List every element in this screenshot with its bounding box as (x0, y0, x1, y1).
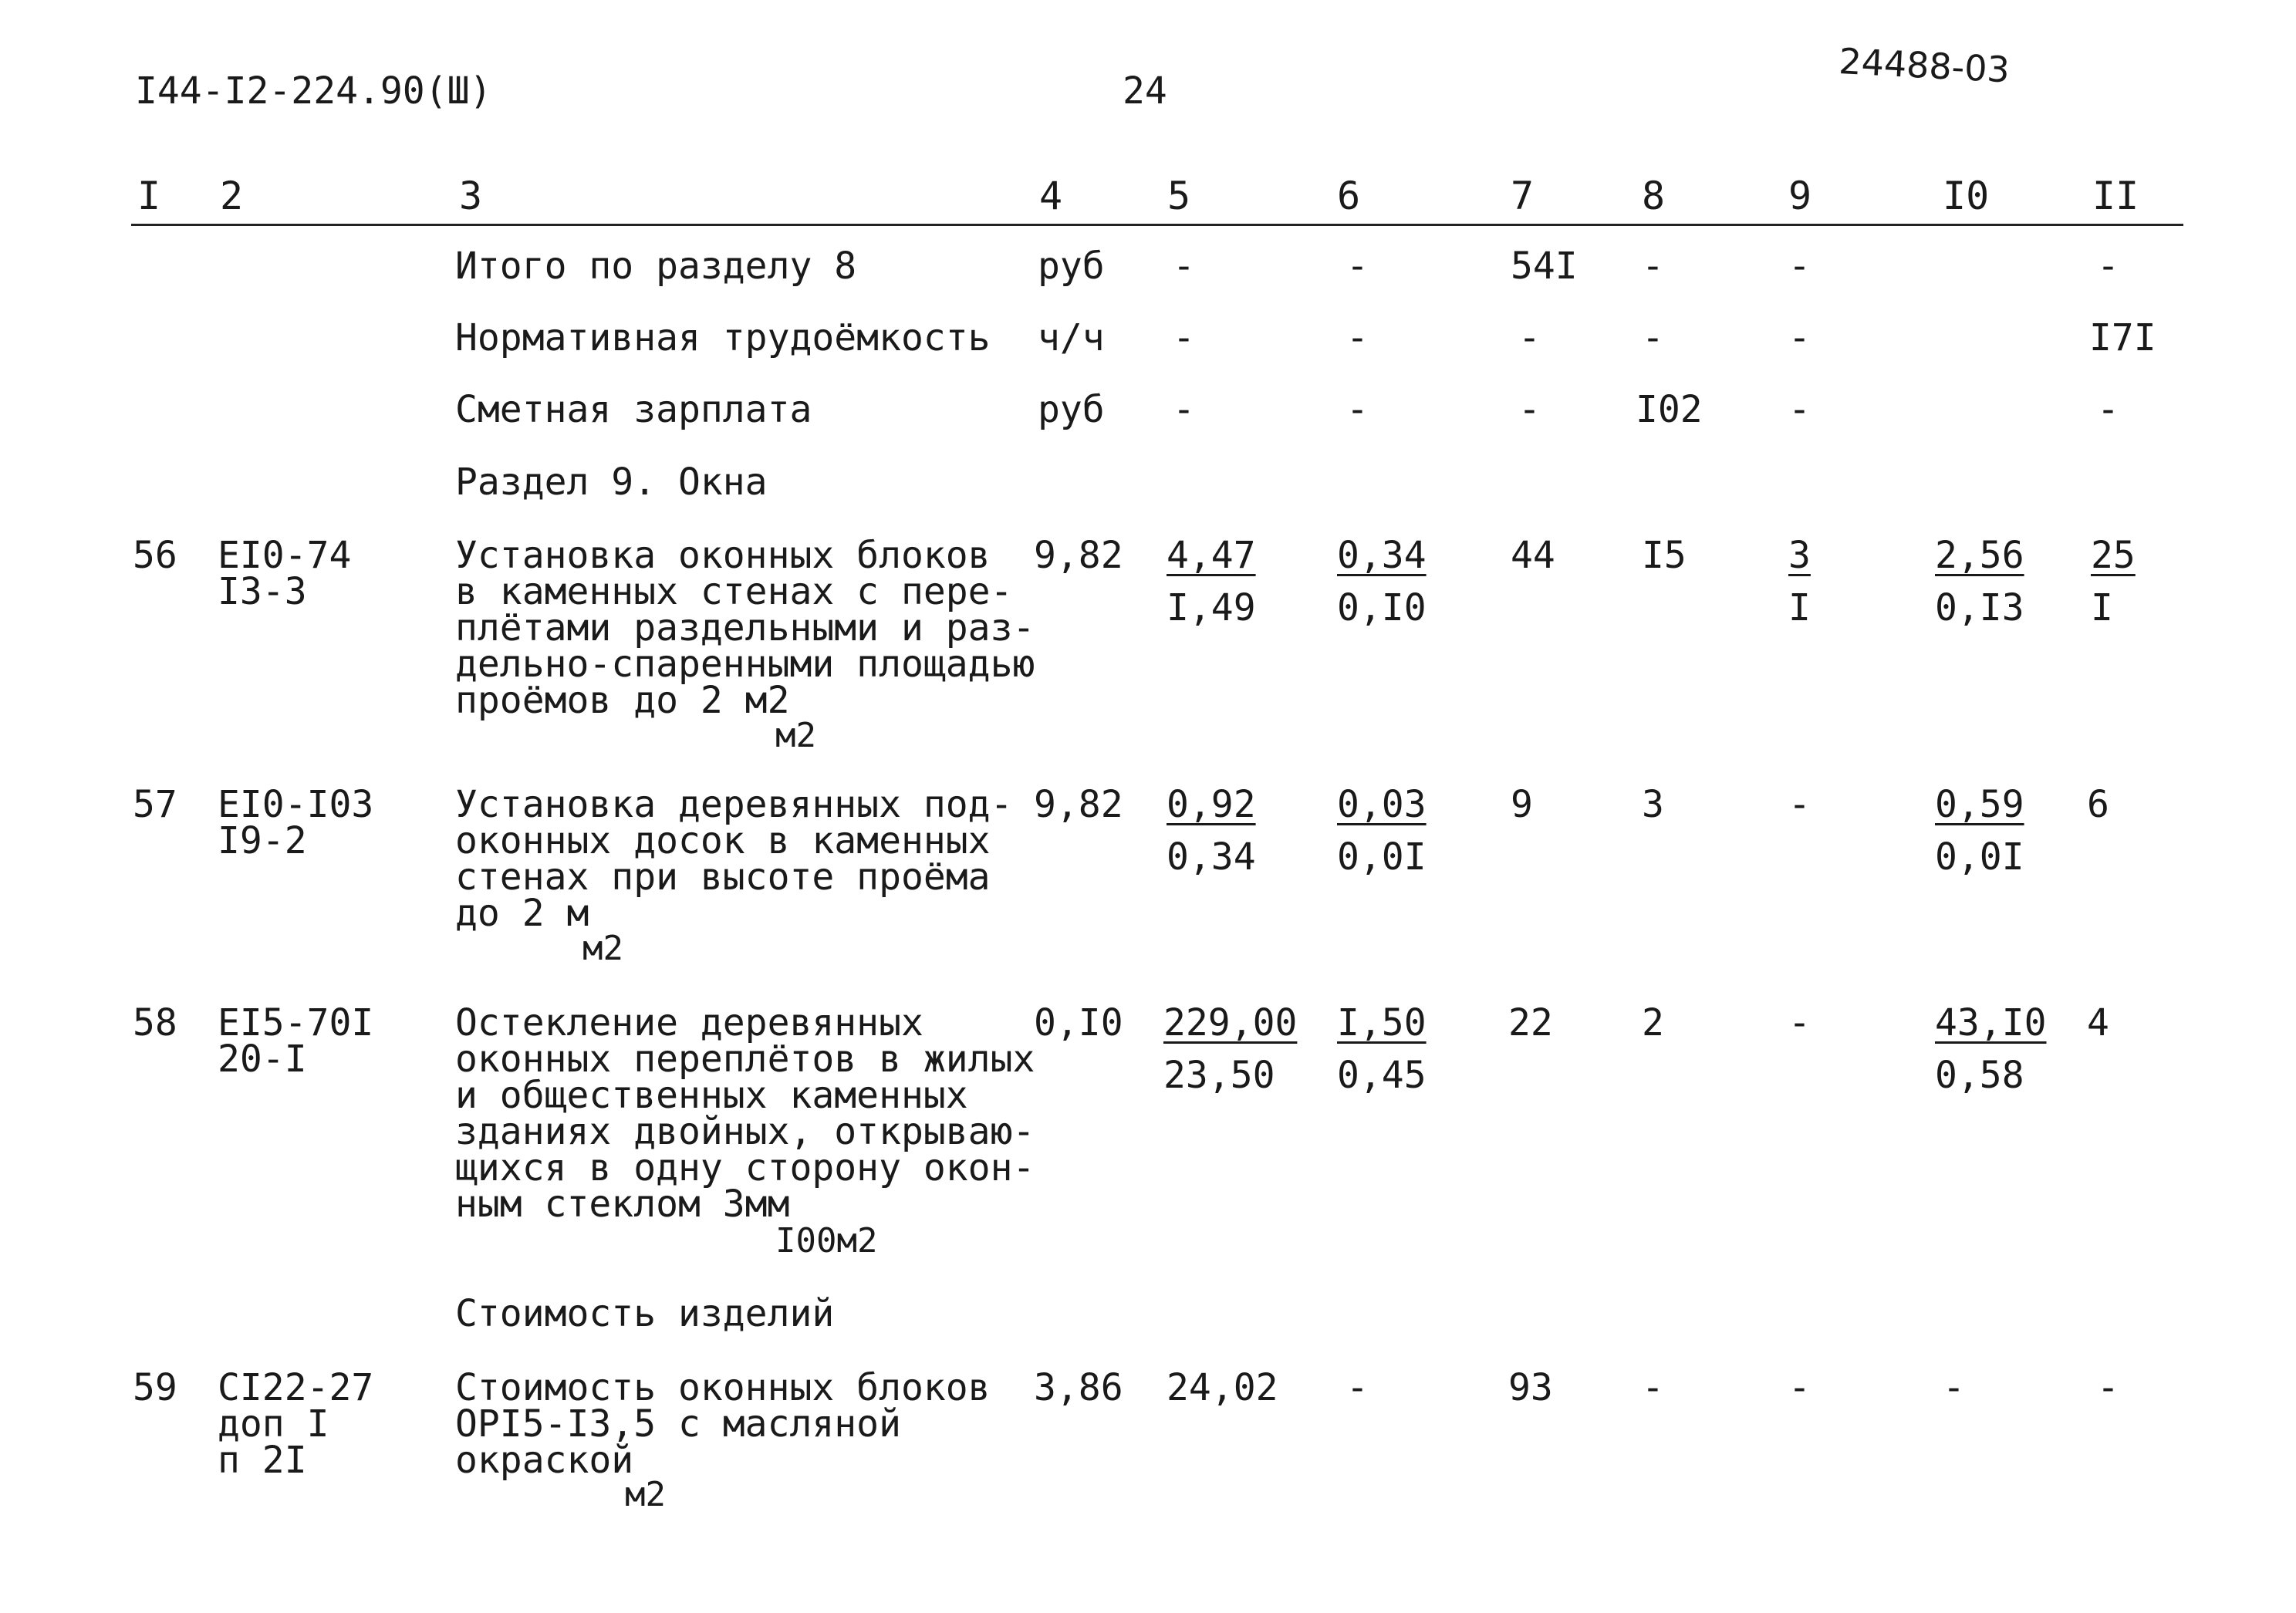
description-line: Остекление деревянных (455, 1001, 923, 1044)
cell-c6-bottom: 0,I0 (1337, 586, 1427, 629)
cell-c11-top: 25 (2091, 534, 2136, 577)
rate-code-line: 20-I (218, 1038, 307, 1081)
cell-c9-top: - (1788, 783, 1811, 826)
description-line: оконных досок в каменных (455, 819, 991, 862)
item-number: 56 (133, 534, 177, 577)
cell-c5-top: 0,92 (1167, 783, 1256, 826)
description-line: в каменных стенах с пере- (455, 570, 1013, 613)
rate-code-line: EI5-70I (218, 1001, 374, 1044)
rate-code-line: EI0-74 (218, 534, 352, 577)
rate-code-line: п 2I (218, 1439, 307, 1482)
description-line: плётами раздельными и раз- (455, 606, 1035, 650)
measure-unit: м2 (582, 929, 623, 968)
cell-c7: - (1518, 388, 1541, 431)
cell-c10-bottom: 0,I3 (1935, 586, 2024, 629)
measure-unit: м2 (625, 1475, 666, 1514)
cell-c6-top: I,50 (1337, 1001, 1427, 1044)
description-line: дельно-спаренными площадью (455, 643, 1035, 686)
column-number: I0 (1943, 174, 1990, 218)
cell-c8: - (1642, 1366, 1664, 1409)
rate-code-line: EI0-I03 (218, 783, 374, 826)
cell-c5-bottom: 23,50 (1163, 1054, 1275, 1097)
cell-c7: 54I (1511, 245, 1578, 288)
quantity: 3,86 (1034, 1366, 1123, 1409)
description-line: Стоимость оконных блоков (455, 1366, 991, 1409)
row-name: Нормативная трудоёмкость (455, 316, 991, 359)
description-line: щихся в одну сторону окон- (455, 1146, 1035, 1190)
description-line: ОРI5-I3,5 с масляной (455, 1402, 901, 1446)
description-line: ным стеклом 3мм (455, 1183, 790, 1226)
cell-c11-top: 6 (2087, 783, 2109, 826)
description-line: оконных переплётов в жилых (455, 1038, 1035, 1081)
cell-c8: - (1642, 316, 1664, 359)
inventory-stamp: 24488-03 (1838, 40, 2011, 91)
description-line: зданиях двойных, открываю- (455, 1110, 1035, 1153)
section-title: Раздел 9. Окна (455, 461, 768, 504)
rate-code-line: I3-3 (218, 570, 307, 613)
cell-c5: - (1173, 316, 1195, 359)
cell-c9: - (1788, 245, 1811, 288)
description-line: Установка деревянных под- (455, 783, 1013, 826)
cell-c6-top: 0,34 (1337, 534, 1427, 577)
cell-c7: 9 (1511, 783, 1533, 826)
cell-c9-bottom: I (1788, 586, 1811, 629)
item-number: 59 (133, 1366, 177, 1409)
cell-c11-top: 4 (2087, 1001, 2109, 1044)
column-number: 2 (220, 174, 244, 218)
cell-c5: 24,02 (1167, 1366, 1278, 1409)
cell-c5: - (1173, 245, 1195, 288)
cell-c10-top: 43,I0 (1935, 1001, 2047, 1044)
document-code: I44-I2-224.90(Ш) (135, 69, 492, 113)
cell-c10: - (1943, 1366, 1965, 1409)
cell-c11: - (2097, 1366, 2119, 1409)
cell-c9: - (1788, 388, 1811, 431)
column-number: I (137, 174, 161, 218)
column-number: II (2092, 174, 2139, 218)
column-number: 5 (1167, 174, 1191, 218)
cell-c8: I02 (1636, 388, 1703, 431)
cell-c8: - (1642, 245, 1664, 288)
description-line: Установка оконных блоков (455, 534, 991, 577)
row-unit: руб (1038, 245, 1105, 288)
row-name: Сметная зарплата (455, 388, 812, 431)
row-unit: руб (1038, 388, 1105, 431)
cell-c7: 44 (1511, 534, 1555, 577)
cell-c9-top: - (1788, 1001, 1811, 1044)
cell-c11: - (2097, 388, 2119, 431)
cell-c10-top: 2,56 (1935, 534, 2024, 577)
row-name: Итого по разделу 8 (455, 245, 857, 288)
cell-c8: I5 (1642, 534, 1687, 577)
column-number: 9 (1788, 174, 1812, 218)
column-number: 4 (1039, 174, 1063, 218)
column-number: 3 (459, 174, 483, 218)
cell-c5-top: 229,00 (1163, 1001, 1298, 1044)
cell-c9-top: 3 (1788, 534, 1811, 577)
cell-c5-top: 4,47 (1167, 534, 1256, 577)
cell-c10-top: 0,59 (1935, 783, 2024, 826)
subsection-title: Стоимость изделий (455, 1292, 835, 1335)
cell-c5-bottom: I,49 (1167, 586, 1256, 629)
cell-c6: - (1346, 388, 1369, 431)
cell-c6-bottom: 0,0I (1337, 835, 1427, 879)
description-line: до 2 м (455, 892, 589, 935)
quantity: 9,82 (1034, 534, 1123, 577)
cell-c6-bottom: 0,45 (1337, 1054, 1427, 1097)
column-number: 6 (1337, 174, 1361, 218)
measure-unit: м2 (775, 716, 816, 755)
cell-c8: 2 (1642, 1001, 1664, 1044)
item-number: 57 (133, 783, 177, 826)
item-number: 58 (133, 1001, 177, 1044)
row-unit: ч/ч (1038, 316, 1105, 359)
cell-c9: - (1788, 1366, 1811, 1409)
cell-c11: - (2097, 245, 2119, 288)
quantity: 9,82 (1034, 783, 1123, 826)
cell-c10-bottom: 0,0I (1935, 835, 2024, 879)
cell-c6: - (1346, 1366, 1369, 1409)
rate-code-line: CI22-27 (218, 1366, 374, 1409)
cell-c10-bottom: 0,58 (1935, 1054, 2024, 1097)
cell-c11-bottom: I (2091, 586, 2113, 629)
cell-c11: I7I (2089, 316, 2156, 359)
column-number: 8 (1642, 174, 1666, 218)
cell-c6: - (1346, 245, 1369, 288)
rate-code-line: I9-2 (218, 819, 307, 862)
cell-c5-bottom: 0,34 (1167, 835, 1256, 879)
rate-code-line: доп I (218, 1402, 329, 1446)
cell-c8: 3 (1642, 783, 1664, 826)
cell-c7: - (1518, 316, 1541, 359)
column-number: 7 (1511, 174, 1535, 218)
page-number: 24 (1123, 69, 1167, 113)
description-line: и общественных каменных (455, 1074, 968, 1117)
header-rule (131, 224, 2183, 226)
description-line: окраской (455, 1439, 634, 1482)
cell-c5: - (1173, 388, 1195, 431)
description-line: стенах при высоте проёма (455, 855, 991, 899)
measure-unit: I00м2 (775, 1221, 878, 1260)
description-line: проёмов до 2 м2 (455, 679, 790, 722)
cell-c7: 93 (1508, 1366, 1553, 1409)
cell-c9: - (1788, 316, 1811, 359)
quantity: 0,I0 (1034, 1001, 1123, 1044)
cell-c7: 22 (1508, 1001, 1553, 1044)
cell-c6: - (1346, 316, 1369, 359)
cell-c6-top: 0,03 (1337, 783, 1427, 826)
